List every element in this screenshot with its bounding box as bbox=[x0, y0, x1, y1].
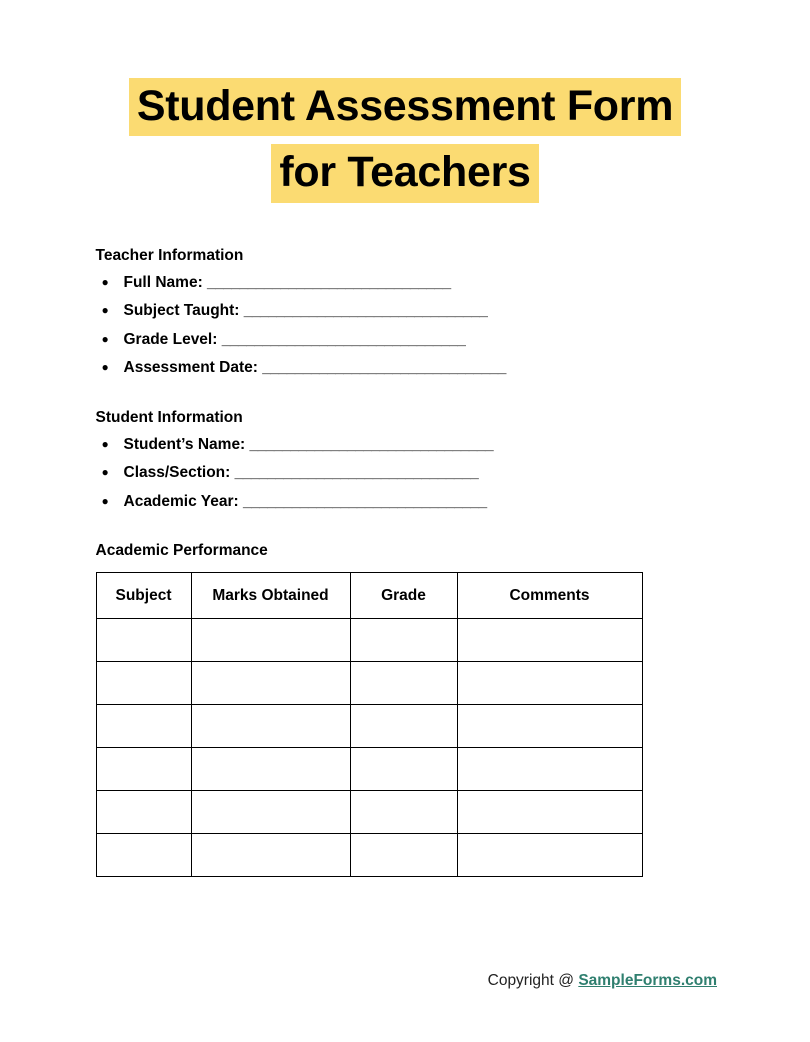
field-blank[interactable]: ______________________________ bbox=[249, 435, 494, 453]
list-item bbox=[101, 359, 716, 377]
table-cell-grade[interactable] bbox=[350, 791, 457, 834]
field-blank[interactable]: ______________________________ bbox=[207, 273, 451, 291]
table-cell-subject[interactable] bbox=[96, 619, 191, 662]
list-item bbox=[101, 492, 716, 510]
column-header-marks-obtained: Marks Obtained bbox=[191, 573, 350, 619]
title-line-1: Student Assessment Form bbox=[129, 78, 681, 136]
table-row bbox=[96, 834, 642, 877]
field-label: Student’s Name: bbox=[123, 435, 246, 453]
table-cell-comments[interactable] bbox=[457, 705, 642, 748]
bullet-icon: ● bbox=[101, 331, 109, 346]
field-blank[interactable]: ______________________________ bbox=[243, 302, 488, 320]
field-blank[interactable]: ______________________________ bbox=[262, 359, 506, 377]
column-header-grade: Grade bbox=[350, 573, 457, 619]
title-line-2: for Teachers bbox=[271, 144, 538, 202]
table-cell-marks[interactable] bbox=[191, 619, 350, 662]
table-cell-subject[interactable] bbox=[96, 662, 191, 705]
field-label: Subject Taught: bbox=[123, 302, 240, 320]
bullet-icon: ● bbox=[101, 274, 109, 289]
section-heading-academic-performance: Academic Performance bbox=[95, 542, 268, 560]
table-cell-comments[interactable] bbox=[457, 619, 642, 662]
bullet-icon: ● bbox=[101, 436, 109, 451]
section-heading-teacher-information: Teacher Information bbox=[95, 246, 244, 264]
table-cell-grade[interactable] bbox=[350, 748, 457, 791]
table-cell-comments[interactable] bbox=[457, 662, 642, 705]
table-cell-marks[interactable] bbox=[191, 748, 350, 791]
bullet-icon: ● bbox=[101, 465, 109, 480]
section-heading-student-information: Student Information bbox=[95, 408, 243, 426]
table-cell-grade[interactable] bbox=[350, 619, 457, 662]
table-row bbox=[96, 662, 642, 705]
list-item bbox=[101, 302, 716, 320]
field-label: Assessment Date: bbox=[123, 359, 258, 377]
table-cell-comments[interactable] bbox=[457, 748, 642, 791]
table-cell-subject[interactable] bbox=[96, 705, 191, 748]
table-cell-subject[interactable] bbox=[96, 748, 191, 791]
field-label: Class/Section: bbox=[123, 464, 231, 482]
table-row bbox=[96, 748, 642, 791]
student-information-field-list bbox=[96, 437, 716, 510]
bullet-icon: ● bbox=[101, 303, 109, 318]
table-cell-grade[interactable] bbox=[350, 705, 457, 748]
teacher-information-field-list bbox=[96, 275, 716, 376]
bullet-icon: ● bbox=[101, 493, 109, 508]
field-label: Grade Level: bbox=[123, 330, 218, 348]
column-header-subject: Subject bbox=[96, 573, 191, 619]
copyright-text: Copyright @ bbox=[487, 972, 579, 989]
list-item bbox=[101, 464, 716, 482]
bullet-icon: ● bbox=[101, 360, 109, 375]
academic-performance-table bbox=[96, 572, 643, 877]
table-row bbox=[96, 791, 642, 834]
field-blank[interactable]: ______________________________ bbox=[243, 492, 487, 510]
table-header-row bbox=[96, 573, 642, 619]
table-cell-grade[interactable] bbox=[350, 662, 457, 705]
table-cell-marks[interactable] bbox=[191, 705, 350, 748]
table-row bbox=[96, 619, 642, 662]
table-cell-marks[interactable] bbox=[191, 791, 350, 834]
list-item bbox=[101, 435, 716, 453]
table-row bbox=[96, 705, 642, 748]
table-cell-grade[interactable] bbox=[350, 834, 457, 877]
table-cell-marks[interactable] bbox=[191, 662, 350, 705]
table-cell-subject[interactable] bbox=[96, 791, 191, 834]
list-item bbox=[101, 273, 716, 291]
table-cell-comments[interactable] bbox=[457, 834, 642, 877]
brand-link[interactable]: SampleForms.com bbox=[578, 972, 717, 989]
table-cell-subject[interactable] bbox=[96, 834, 191, 877]
document-title bbox=[0, 0, 810, 203]
list-item bbox=[101, 330, 716, 348]
field-label: Academic Year: bbox=[123, 492, 239, 510]
field-blank[interactable]: ______________________________ bbox=[221, 330, 466, 348]
footer bbox=[0, 972, 810, 990]
table-cell-comments[interactable] bbox=[457, 791, 642, 834]
document-body bbox=[95, 247, 716, 878]
table-cell-marks[interactable] bbox=[191, 834, 350, 877]
field-blank[interactable]: ______________________________ bbox=[234, 464, 479, 482]
field-label: Full Name: bbox=[123, 273, 203, 291]
column-header-comments: Comments bbox=[457, 573, 642, 619]
